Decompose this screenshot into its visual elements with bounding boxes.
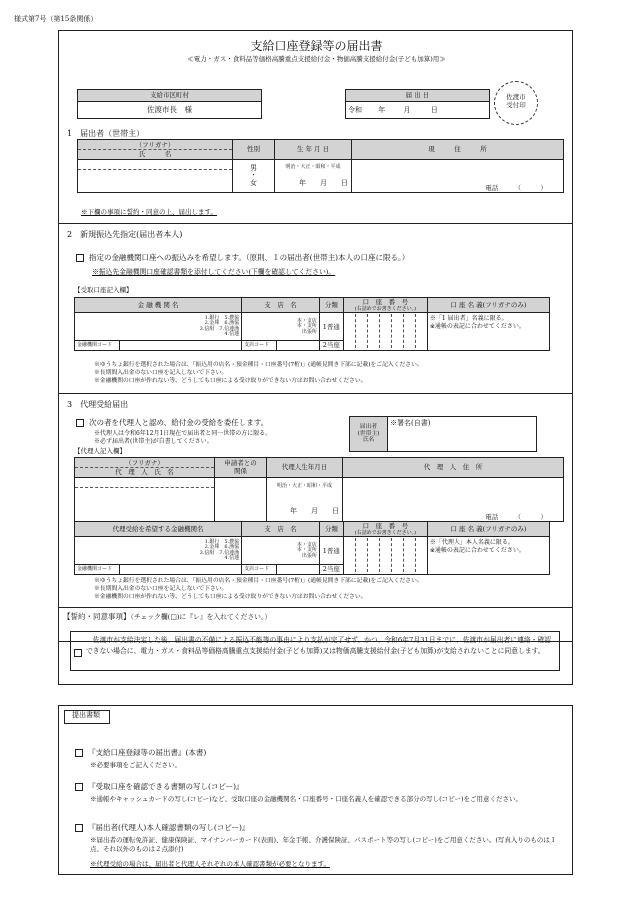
mayor-name: 佐渡市長 様	[78, 102, 262, 119]
doc-item-2	[75, 782, 244, 791]
proxy-bank-code-field[interactable]	[120, 565, 242, 574]
proxy-bank-table	[74, 521, 550, 575]
doc-item-3	[75, 823, 249, 832]
dob-ymd: 年 月 日	[299, 179, 348, 188]
section3-check-row	[76, 418, 268, 427]
type-current[interactable]: 2当座	[319, 341, 343, 350]
bank-name-field[interactable]: 1.銀行 5.農協 2.金庫 6.漁協 3.信組 7.信連漁 4.信連	[75, 313, 242, 341]
proxy-address-field[interactable]	[343, 478, 564, 522]
doc2-note: ※通帳やキャッシュカードの写し(コピー)など、受取口座の金融機関名・口座番号・口座名義人を確認できる部分の写し(コピー)をご用意ください。	[90, 795, 522, 803]
address-header: 現 住 所	[352, 140, 564, 160]
section3-heading: 3 代理受給届出	[67, 400, 129, 409]
signer-field[interactable]: ※署名(自書)	[388, 417, 537, 452]
address-field[interactable]	[352, 160, 564, 193]
proxy-note-yucho: ※ゆうちょ銀行を選択された場合は、「振込用の店名・預金種目・口座番号(7桁)」(通帳見開き下部に記載)をご記入ください。	[94, 578, 423, 584]
name-header	[78, 140, 233, 160]
era-options: 明治・大正・昭和・平成	[285, 164, 341, 170]
filing-date-table	[345, 89, 490, 119]
section2-attach-note: ※振込先金融機関口座確認書類を添付してください(下欄を確認してください)。	[92, 268, 336, 276]
branch-header: 支 店 名	[242, 298, 320, 313]
name-field[interactable]	[78, 160, 233, 193]
signer-table	[349, 416, 537, 452]
section3-notes	[94, 577, 423, 601]
branch-field[interactable]: 本・支店 本・支所 出張所	[242, 313, 320, 341]
docs-heading: 提出書類	[64, 710, 110, 724]
divider	[59, 607, 572, 608]
divider	[59, 393, 572, 394]
acct-no-header	[343, 298, 427, 313]
relation-header: 申請者との 関係	[215, 458, 267, 478]
note-no-account: ※金融機関の口座が作れない等、どうしても口座による受け取りができない方はお問い合わせください。	[94, 378, 367, 385]
divider	[59, 223, 572, 224]
proxy-acct-no-label: 口 座 番 号	[362, 522, 409, 530]
form-title: 支給口座登録等の届出書	[250, 39, 383, 53]
note-dormant: ※長期間入出金のない口座を記入しないで下さい。	[94, 370, 228, 377]
doc-item-1	[75, 748, 206, 757]
section3-check-label: 次の者を代理人と認め、給付金の受給を委任します。	[89, 418, 269, 427]
main-form-bottom	[58, 642, 573, 685]
proxy-era-options: 明治・大正・昭和・平成	[276, 483, 332, 489]
proxy-address-header: 代 理 人 住 所	[343, 458, 564, 478]
section2-check-row	[76, 253, 409, 262]
phone-label: 電話 （ ）	[485, 183, 547, 192]
holder-field[interactable]: ※「1 届出者」名義に限る。 ※通帳の表記に合わせてください。	[427, 313, 549, 350]
dob-header: 生 年 月 日	[275, 140, 352, 160]
proxy-phone-label: 電話 （ ）	[485, 512, 547, 521]
doc3-note2: ※代理受給の場合は、届出者と代理人それぞれの本人確認書類が必要となります。	[90, 860, 330, 868]
proxy-name-field[interactable]	[75, 478, 215, 522]
consent-header	[63, 612, 271, 621]
section2-heading: 2 新規振込先指定(届出者本人)	[67, 230, 183, 239]
proxy-acct-no-sub: (右詰めでお書きください。)	[354, 530, 417, 537]
section2-check-label: 指定の金融機関口座への振込みを希望します。（原則、１の届出者(世帯主)本人の口座に限る。）	[89, 253, 410, 262]
proxy-note-no-account: ※金融機関の口座が作れない等、どうしても口座による受け取りができない方はお問い合わせください。	[94, 594, 367, 601]
doc3-checkbox[interactable]	[75, 824, 83, 832]
applicant-table	[77, 139, 564, 193]
form-number: 様式第7号（第15条関係）	[14, 15, 98, 23]
signer-label: 届出者 (世帯主) 氏名	[350, 417, 388, 452]
doc1-note: ※必要事項をご記入ください。	[90, 761, 181, 769]
day-label: 日	[430, 105, 438, 114]
filing-date-field[interactable]	[346, 102, 490, 119]
proxy-branch-code-field[interactable]	[277, 565, 320, 574]
proxy-dob-field[interactable]	[267, 478, 343, 522]
note-yucho: ※ゆうちょ銀行を選択された場合は、「振込用の店名・預金種目・口座番号(7桁)」(通帳見開き下部に記載)をご記入ください。	[94, 362, 423, 368]
proxy-branch-field[interactable]: 本・支店 本・支所 出張所	[242, 537, 320, 565]
type-ordinary[interactable]: 1普通	[319, 313, 343, 341]
sex-header: 性別	[233, 140, 275, 160]
acct-no-field[interactable]	[343, 313, 427, 350]
section2-notes	[94, 361, 423, 385]
month-label: 月	[403, 105, 411, 114]
branch-code-field[interactable]	[277, 341, 320, 350]
sex-options[interactable]: 男 ・ 女	[233, 160, 275, 193]
consent-body: 佐渡市が支給決定した後、届出書の不備による振込不能等の事由により支払が完了せず、かつ、令和6年7月31日までに、佐渡市が届出者に連絡・確認できない場合に、電力・ガス・食料品等価格高騰重点支援給付金(子ども加算)又は物価高騰支援給付金(子ども加算)が支給されないことに同意します。	[86, 636, 552, 655]
section3-sub2: ※必ず届出者(世帯主)が自書してください。	[94, 438, 213, 445]
year-label: 年	[378, 105, 386, 114]
section3-sub1: ※代理人は令和6年12月1日現在で届出者と同一世帯の方に限る。	[94, 430, 272, 437]
section1-heading: 1 届出者（世帯主）	[67, 129, 145, 138]
bank-code-field[interactable]	[120, 341, 242, 350]
doc2-checkbox[interactable]	[75, 783, 83, 791]
proxy-note-dormant: ※長期間入出金のない口座を記入しないで下さい。	[94, 586, 228, 593]
acct-no-label: 口 座 番 号	[362, 298, 409, 306]
doc1-checkbox[interactable]	[75, 749, 83, 757]
branch-code-label: 支店コード	[242, 341, 277, 350]
proxy-holder-header: 口 座 名 義(フリガナのみ)	[427, 522, 549, 537]
proxy-type-current[interactable]: 2当座	[319, 565, 343, 574]
proxy-holder-field[interactable]: ※「代理人」本人名義に限る。 ※通帳の表記に合わせてください。	[427, 537, 549, 574]
proxy-table	[74, 457, 564, 522]
proxy-bank-name-header: 代理受給を希望する金融機関名	[75, 522, 242, 537]
type-header: 分類	[319, 298, 343, 313]
consent-instruction: （チェック欄(□)に『レ』を入れてください。）	[130, 613, 272, 621]
proxy-name-label: 代 理 人 氏 名	[115, 468, 174, 476]
proxy-acct-no-field[interactable]	[343, 537, 427, 574]
proxy-bank-name-field[interactable]: 1.銀行 5.農協 2.金庫 6.漁協 3.信組 7.信連漁 4.信連	[75, 537, 242, 565]
proxy-bank-code-label: 金融機関コード	[75, 565, 120, 574]
proxy-section-label: 【代理人記入欄】	[74, 447, 126, 455]
bank-name-header: 金 融 機 関 名	[75, 298, 242, 313]
section2-checkbox[interactable]	[76, 254, 84, 262]
bank-section-label: 【受取口座記入欄】	[74, 286, 133, 294]
section3-checkbox[interactable]	[76, 419, 84, 427]
bank-table	[74, 297, 550, 351]
doc3-title: 『届出者(代理人)本人確認書類の写し(コピー)』	[88, 823, 250, 832]
docs-box	[58, 705, 573, 875]
name-label: 氏 名	[138, 150, 172, 158]
holder-header: 口 座 名 義(フリガナのみ)	[427, 298, 549, 313]
filing-date-label: 届 出 日	[346, 90, 490, 102]
doc3-note: ※届出者の運転免許証、健康保険証、マイナンバーカード(表面)、年金手帳、介護保険証、パスポート等の写し(コピー)をご用意ください。(写真入りのものは１点、それ以外のものは２点添付)	[90, 836, 557, 854]
proxy-branch-code-label: 支店コード	[242, 565, 277, 574]
era-label: 令和	[348, 105, 362, 114]
dob-field[interactable]	[275, 160, 352, 193]
form-subtitle: ≪電力・ガス・食料品等価格高騰重点支援給付金・物価高騰支援給付金(子ども加算)用≫	[187, 55, 446, 63]
proxy-dob-header: 代理人生年月日	[267, 458, 343, 478]
doc2-title: 『受取口座を確認できる書類の写し(コピー)』	[88, 782, 244, 791]
proxy-type-ordinary[interactable]: 1普通	[319, 537, 343, 565]
relation-field[interactable]	[215, 478, 267, 522]
municipality-label: 支給市区町村	[78, 90, 262, 102]
doc1-title: 『支給口座登録等の届出書』(本書)	[88, 748, 207, 757]
proxy-type-header: 分類	[319, 522, 343, 537]
proxy-name-header	[75, 458, 215, 478]
proxy-branch-header: 支 店 名	[242, 522, 320, 537]
proxy-dob-ymd: 年 月 日	[290, 507, 339, 516]
addressee-table	[77, 89, 262, 119]
furigana-label: （フリガナ）	[78, 141, 232, 150]
consent-heading: 【誓約・同意事項】	[63, 612, 131, 621]
acct-no-sub: (右詰めでお書きください。)	[354, 306, 417, 313]
proxy-acct-no-header	[343, 522, 427, 537]
bank-code-label: 金融機関コード	[75, 341, 120, 350]
section1-note: ※下欄の事項に誓約・同意の上、届出します。	[81, 208, 217, 216]
reception-stamp: 佐渡市 受付印	[494, 81, 538, 125]
proxy-furigana-label: （フリガナ）	[75, 459, 214, 468]
main-form	[58, 30, 573, 642]
